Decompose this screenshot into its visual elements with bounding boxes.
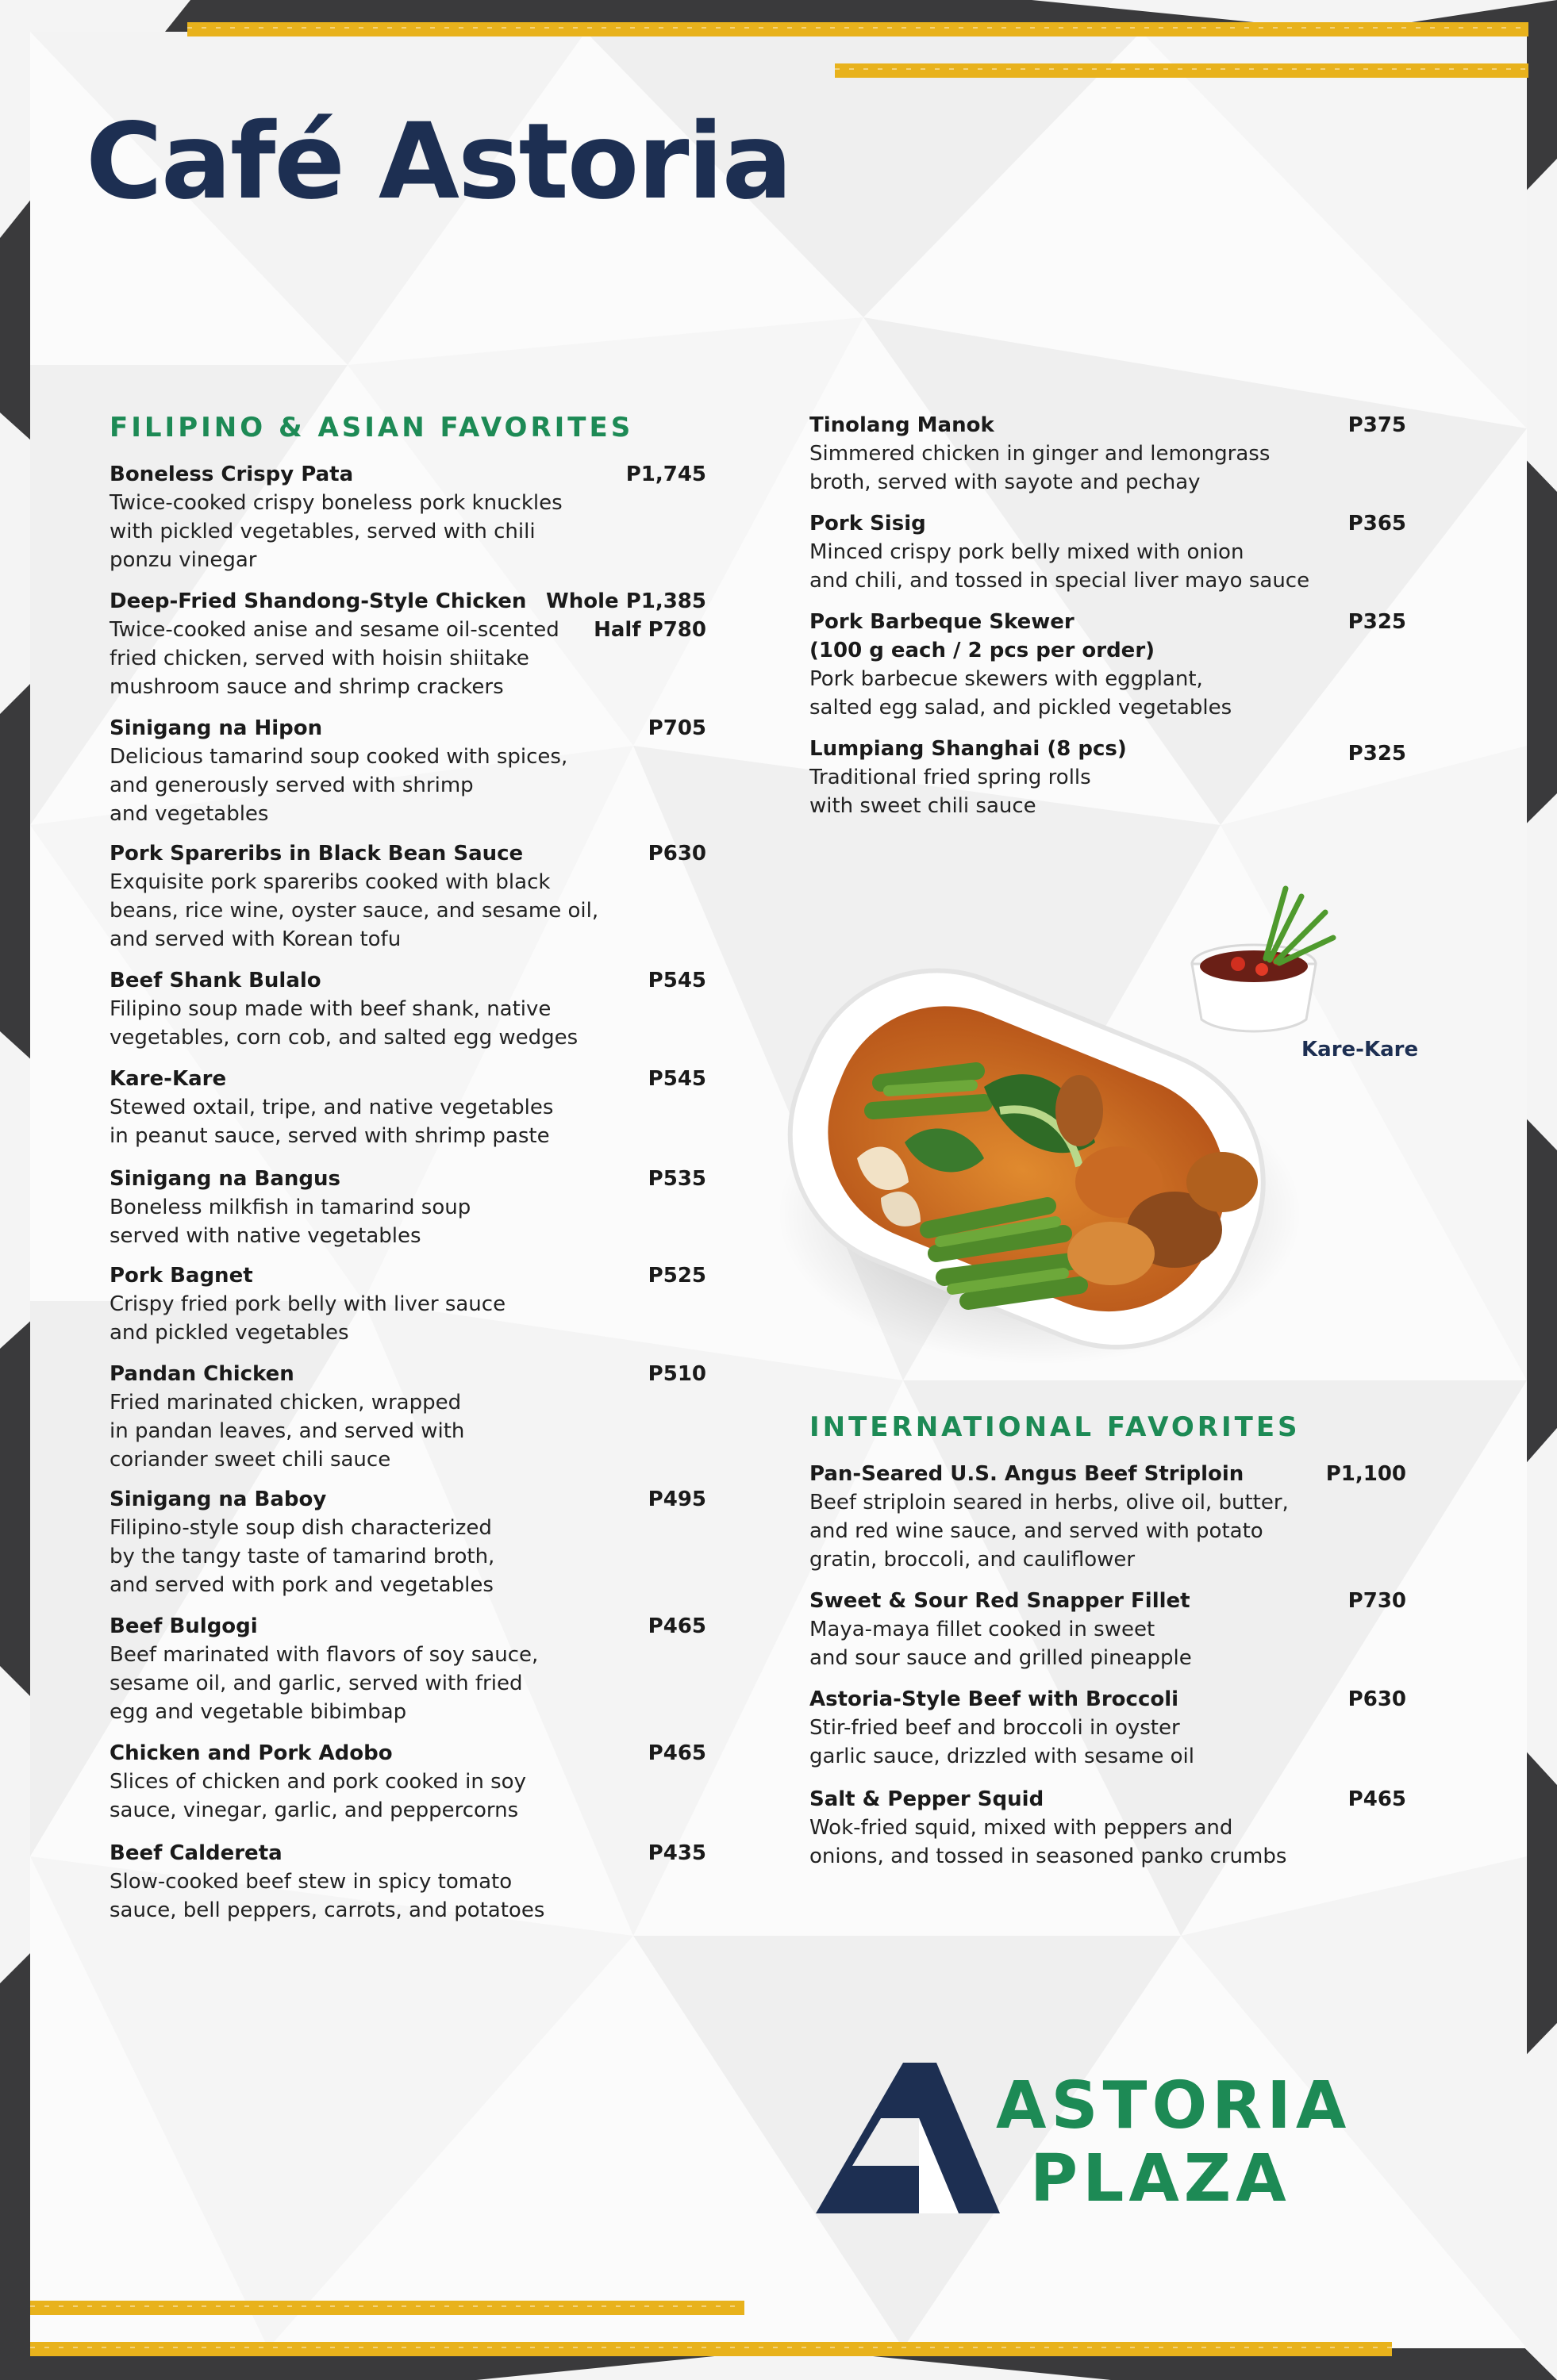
item-description: Maya-maya fillet cooked in sweet and sour sauce and grilled pineapple [809, 1618, 1192, 1670]
kare-kare-dish-photo [746, 881, 1381, 1372]
item-name: Sweet & Sour Red Snapper Fillet [809, 1589, 1190, 1613]
item-description: Minced crispy pork belly mixed with onion and chili, and tossed in special liver mayo sauce [809, 540, 1310, 593]
item-name: Lumpiang Shanghai (8 pcs) [809, 737, 1127, 761]
item-description: Pork barbecue skewers with eggplant, salted egg salad, and pickled vegetables [809, 667, 1232, 720]
item-description: Twice-cooked anise and sesame oil-scented fried chicken, served with hoisin shiitake mushroom sauce and shrimp crackers [110, 618, 559, 699]
item-price: P465 [648, 1614, 706, 1638]
gold-stripe-bottom-short [30, 2301, 744, 2315]
menu-item [110, 1360, 706, 1474]
item-description: Filipino-style soup dish characterized by the tangy taste of tamarind broth, and served with pork and vegetables [110, 1516, 495, 1597]
gold-stripe-bottom-long [30, 2342, 1392, 2356]
menu-item [110, 966, 706, 1052]
item-description: Twice-cooked crispy boneless pork knuckles with pickled vegetables, served with chili ponzu vinegar [110, 491, 563, 572]
item-price: Whole P1,385 Half P780 [546, 589, 706, 642]
item-name: Beef Caldereta [110, 1841, 283, 1865]
item-name: Chicken and Pork Adobo [110, 1741, 393, 1765]
photo-caption: Kare-Kare [1301, 1038, 1419, 1061]
item-name: Salt & Pepper Squid [809, 1787, 1044, 1811]
menu-item [110, 714, 706, 828]
item-price: P465 [1347, 1787, 1406, 1811]
item-name: Pan-Seared U.S. Angus Beef Striploin [809, 1462, 1244, 1486]
item-price: P535 [648, 1167, 706, 1191]
item-description: Beef striploin seared in herbs, olive oil, butter, and red wine sauce, and served with potato gratin, broccoli, and cauliflower [809, 1491, 1289, 1572]
item-price: P525 [648, 1264, 706, 1288]
menu-item [110, 1612, 706, 1726]
item-price: P365 [1347, 512, 1406, 536]
item-price: P630 [1347, 1687, 1406, 1711]
item-description: Crispy fried pork belly with liver sauce and pickled vegetables [110, 1292, 506, 1345]
item-name: Astoria-Style Beef with Broccoli [809, 1687, 1179, 1711]
item-price: P375 [1347, 413, 1406, 437]
item-price: P325 [1347, 742, 1406, 766]
item-name: Sinigang na Bangus [110, 1167, 340, 1191]
item-name: Sinigang na Baboy [110, 1488, 327, 1511]
menu-item [110, 1065, 706, 1150]
item-description: Delicious tamarind soup cooked with spices, and generously served with shrimp and vegetables [110, 745, 568, 826]
item-name: Pork Bagnet [110, 1264, 253, 1288]
menu-item [110, 1261, 706, 1347]
item-name: Pandan Chicken [110, 1362, 294, 1386]
item-description: Simmered chicken in ginger and lemongrass broth, served with sayote and pechay [809, 442, 1271, 494]
item-name: Pork Barbeque Skewer (100 g each / 2 pcs per order) [809, 610, 1155, 662]
menu-item [809, 509, 1406, 595]
item-price: P630 [648, 842, 706, 866]
item-name: Sinigang na Hipon [110, 716, 323, 740]
menu-item [809, 735, 1406, 820]
gold-stripe-top-long [187, 22, 1528, 36]
item-price: P325 [1347, 610, 1406, 634]
item-description: Exquisite pork spareribs cooked with black beans, rice wine, oyster sauce, and sesame oil, and served with Korean tofu [110, 870, 599, 951]
item-description: Filipino soup made with beef shank, native vegetables, corn cob, and salted egg wedges [110, 997, 579, 1050]
item-name: Deep-Fried Shandong-Style Chicken [110, 589, 527, 613]
section-heading-filipino-asian: FILIPINO & ASIAN FAVORITES [110, 412, 634, 443]
menu-item [809, 1785, 1406, 1871]
menu-item [809, 411, 1406, 497]
item-name: Kare-Kare [110, 1067, 227, 1091]
item-price: P1,745 [625, 463, 706, 486]
astoria-a-logo-icon [809, 2063, 1000, 2213]
item-price: P705 [648, 716, 706, 740]
item-price: P495 [648, 1488, 706, 1511]
item-description: Fried marinated chicken, wrapped in pandan leaves, and served with coriander sweet chili sauce [110, 1391, 465, 1472]
section-heading-international: INTERNATIONAL FAVORITES [809, 1411, 1301, 1443]
item-name: Tinolang Manok [809, 413, 994, 437]
item-price: P435 [648, 1841, 706, 1865]
menu-item [809, 608, 1406, 722]
logo-text-line2: PLAZA [1030, 2141, 1291, 2217]
item-description: Stewed oxtail, tripe, and native vegetables in peanut sauce, served with shrimp paste [110, 1096, 554, 1148]
item-price: P510 [648, 1362, 706, 1386]
item-price: P545 [648, 969, 706, 992]
menu-item [809, 1685, 1406, 1771]
menu-item [110, 1485, 706, 1599]
item-description: Wok-fried squid, mixed with peppers and onions, and tossed in seasoned panko crumbs [809, 1816, 1287, 1868]
item-name: Beef Shank Bulalo [110, 969, 321, 992]
menu-item [110, 1165, 706, 1250]
item-description: Stir-fried beef and broccoli in oyster garlic sauce, drizzled with sesame oil [809, 1716, 1194, 1768]
item-price: P465 [648, 1741, 706, 1765]
menu-item [110, 839, 706, 954]
item-description: Beef marinated with flavors of soy sauce, sesame oil, and garlic, served with fried egg and vegetable bibimbap [110, 1643, 539, 1724]
menu-item [809, 1460, 1406, 1574]
item-description: Slow-cooked beef stew in spicy tomato sauce, bell peppers, carrots, and potatoes [110, 1870, 545, 1922]
item-price: P545 [648, 1067, 706, 1091]
item-description: Traditional fried spring rolls with sweet chili sauce [809, 766, 1091, 818]
item-price: P730 [1347, 1589, 1406, 1613]
page-title: Café Astoria [86, 101, 791, 223]
item-description: Boneless milkfish in tamarind soup served with native vegetables [110, 1196, 471, 1248]
item-name: Pork Spareribs in Black Bean Sauce [110, 842, 524, 866]
menu-item [110, 1839, 706, 1925]
gold-stripe-top-short [835, 63, 1528, 78]
item-name: Boneless Crispy Pata [110, 463, 354, 486]
item-name: Beef Bulgogi [110, 1614, 258, 1638]
menu-item [110, 460, 706, 574]
item-price: P1,100 [1325, 1462, 1406, 1486]
item-description: Slices of chicken and pork cooked in soy sauce, vinegar, garlic, and peppercorns [110, 1770, 526, 1822]
menu-item [110, 1739, 706, 1825]
menu-item [110, 587, 706, 701]
menu-item [809, 1587, 1406, 1672]
logo-text-line1: ASTORIA [996, 2068, 1351, 2144]
item-name: Pork Sisig [809, 512, 926, 536]
